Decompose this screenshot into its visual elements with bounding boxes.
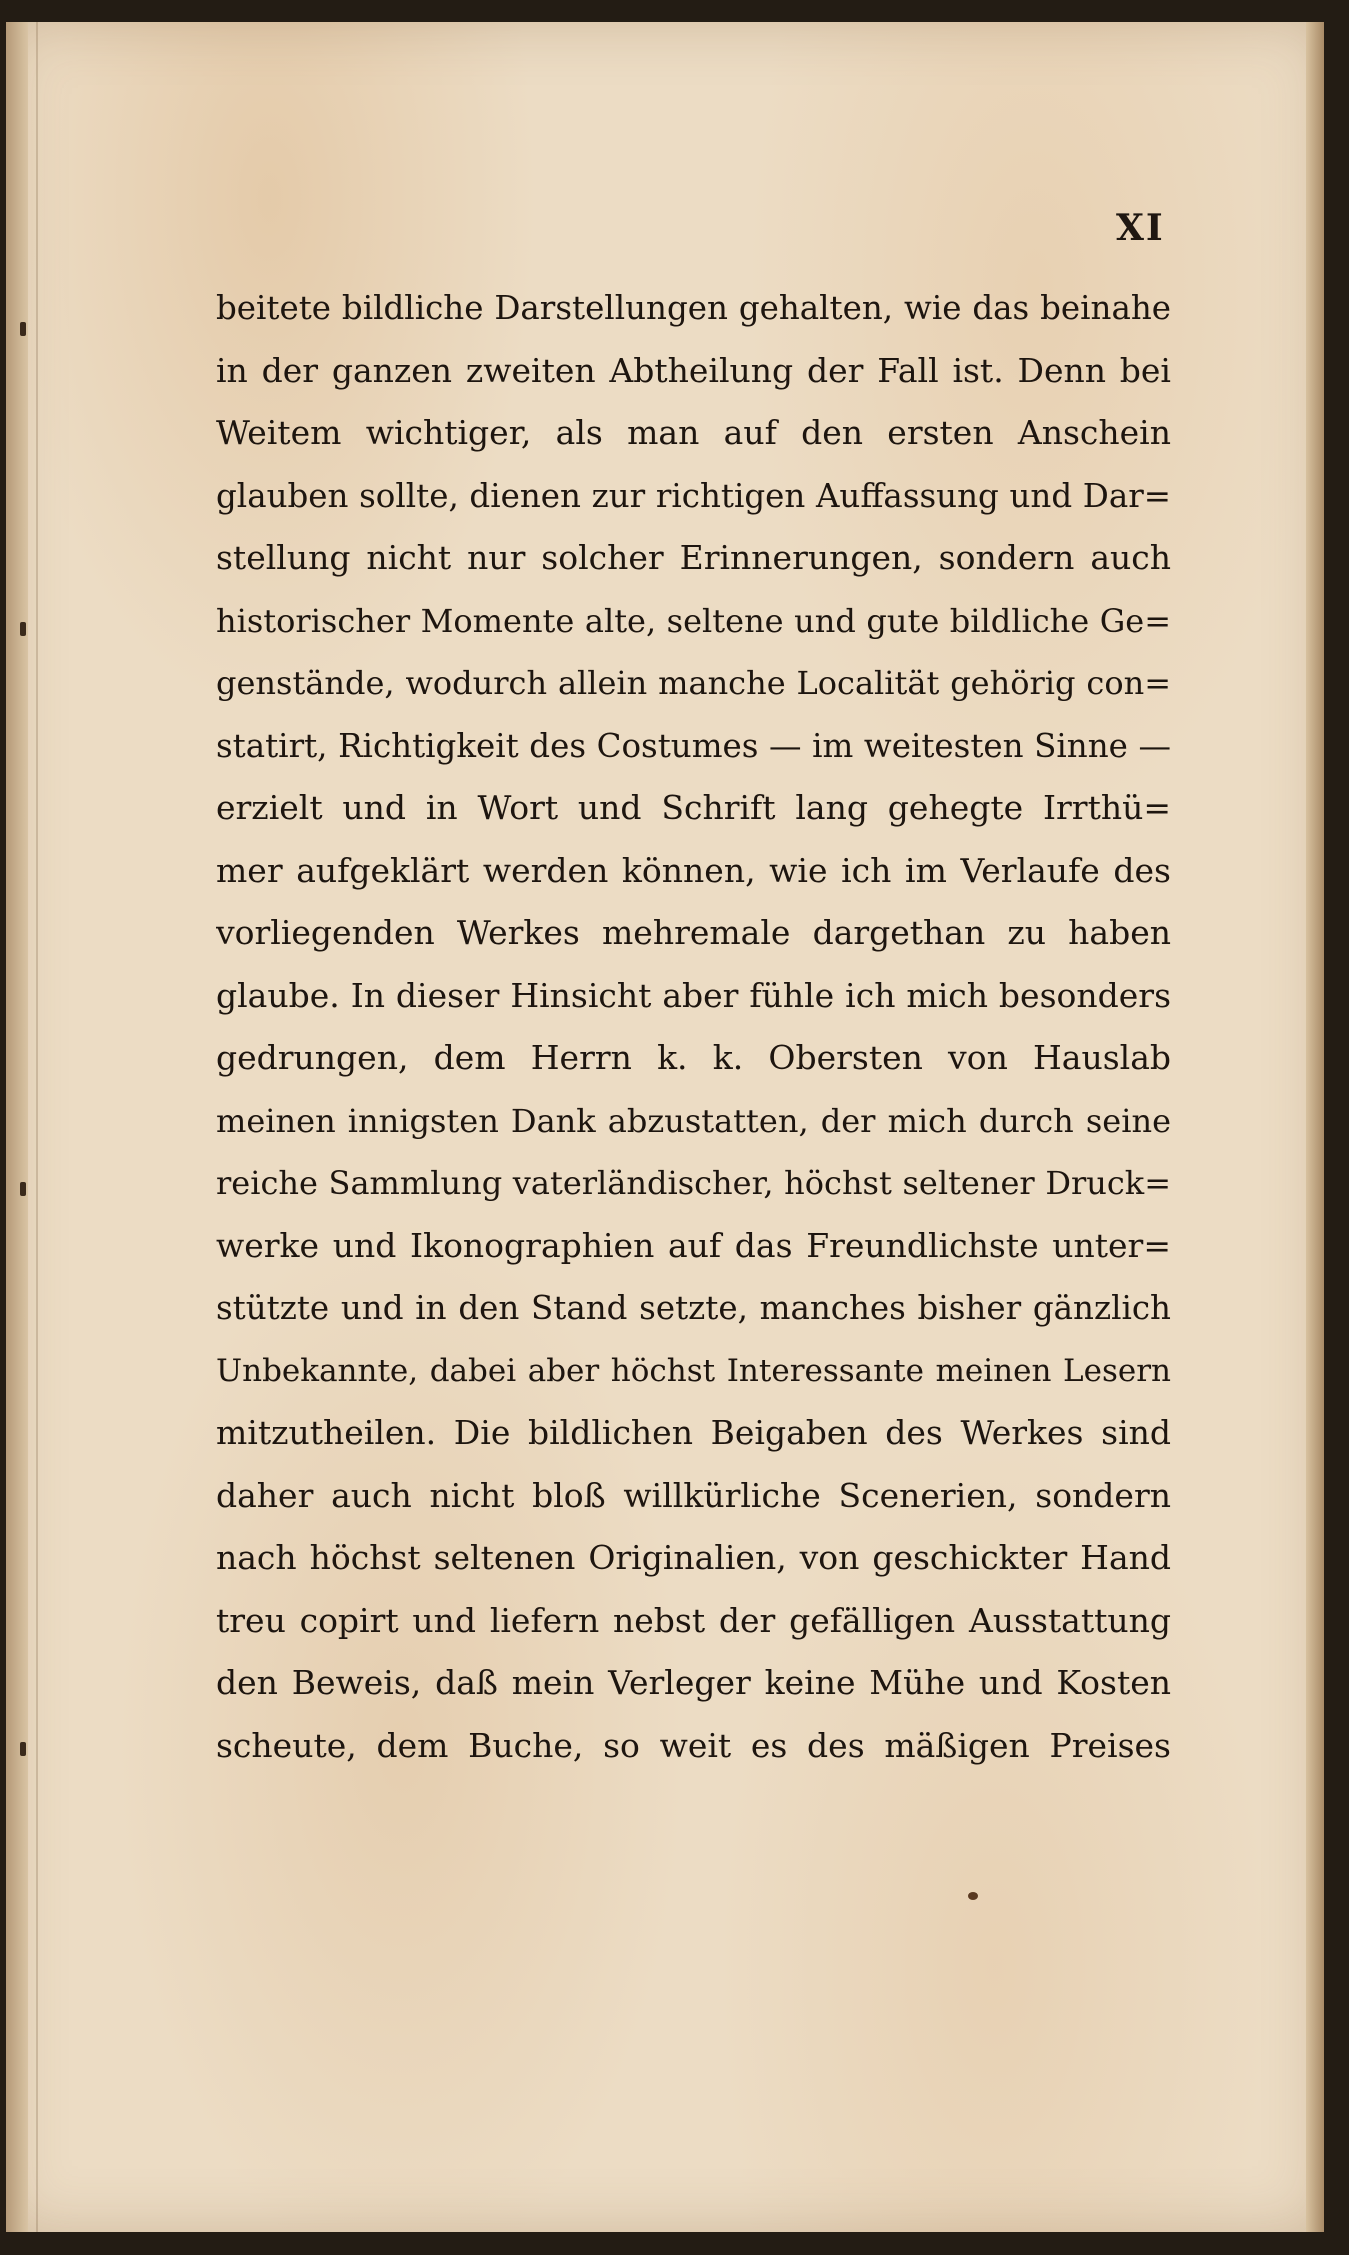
text-line: reiche Sammlung vaterländischer, höchst seltener Druck= [216, 1164, 1171, 1202]
page-edge [1306, 22, 1324, 2232]
text-line: beitete bildliche Darstellungen gehalten, wie das beinahe [216, 289, 1171, 327]
binding-thread-mark [20, 622, 26, 636]
text-line: Weitem wichtiger, als man auf den ersten Anschein [216, 413, 1171, 452]
page-gutter [6, 22, 28, 2232]
text-line: vorliegenden Werkes mehremale dargethan zu haben [216, 913, 1171, 952]
text-line: nach höchst seltenen Originalien, von geschickter Hand [216, 1538, 1171, 1577]
text-line: den Beweis, daß mein Verleger keine Mühe und Kosten [216, 1663, 1171, 1702]
text-line: mer aufgeklärt werden können, wie ich im Verlaufe des [216, 850, 1171, 890]
text-line: glaube. In dieser Hinsicht aber fühle ich mich besonders [216, 975, 1171, 1015]
text-line: werke und Ikonographien auf das Freundlichste unter= [216, 1225, 1171, 1265]
binding-thread-mark [20, 322, 26, 336]
text-line: meinen innigsten Dank abzustatten, der mich durch seine [216, 1101, 1171, 1140]
text-line: in der ganzen zweiten Abtheilung der Fall ist. Denn bei [216, 350, 1171, 390]
body-text [216, 277, 1171, 1777]
text-line: daher auch nicht bloß willkürliche Scenerien, sondern [216, 1475, 1171, 1515]
text-line: historischer Momente alte, seltene und gute bildliche Ge= [216, 601, 1171, 640]
binding-thread-mark [20, 1742, 26, 1756]
text-line: Unbekannte, dabei aber höchst Interessante meinen Lesern [216, 1352, 1171, 1389]
text-line: stellung nicht nur solcher Erinnerungen, sondern auch [216, 538, 1171, 577]
text-line: gedrungen, dem Herrn k. k. Obersten von Hauslab [216, 1038, 1171, 1077]
text-line: treu copirt und liefern nebst der gefälligen Ausstattung [216, 1600, 1171, 1640]
text-line: scheute, dem Buche, so weit es des mäßigen Preises [216, 1725, 1171, 1765]
text-line: stützte und in den Stand setzte, manches bisher gänzlich [216, 1289, 1171, 1327]
text-line: mitzutheilen. Die bildlichen Beigaben des Werkes sind [216, 1413, 1171, 1452]
text-line: genstände, wodurch allein manche Localität gehörig con= [216, 664, 1171, 702]
gutter-fold-line [36, 22, 38, 2232]
text-line: statirt, Richtigkeit des Costumes — im weitesten Sinne — [216, 726, 1171, 765]
binding-thread-mark [20, 1182, 26, 1196]
book-page [6, 22, 1324, 2232]
text-line: glauben sollte, dienen zur richtigen Auffassung und Dar= [216, 476, 1171, 515]
ink-spot [968, 1892, 978, 1900]
text-line: erzielt und in Wort und Schrift lang gehegte Irrthü= [216, 788, 1171, 827]
page-number: XI [1116, 207, 1165, 249]
